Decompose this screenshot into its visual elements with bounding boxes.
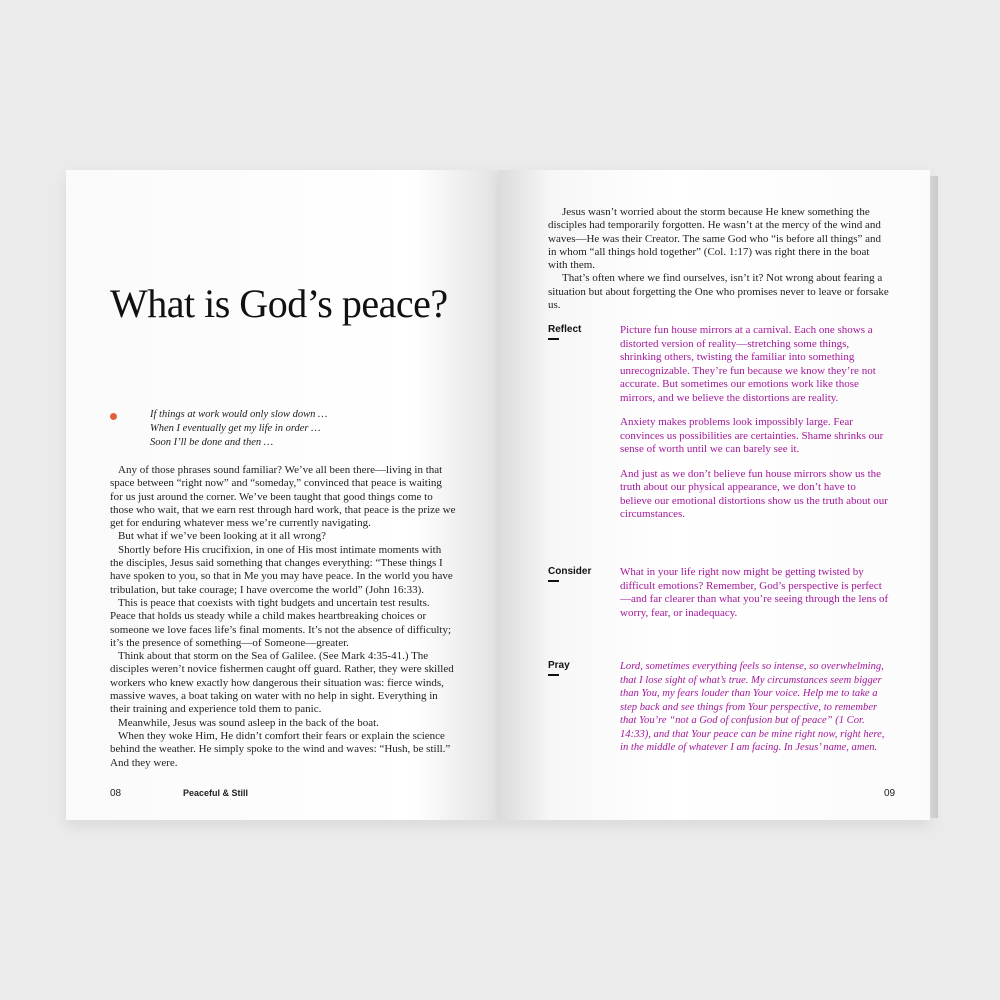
quote-line: If things at work would only slow down … [150, 409, 328, 420]
section-label: Pray [548, 660, 570, 671]
section-label: Reflect [548, 324, 582, 335]
paragraph: Any of those phrases sound familiar? We’ve all been there—living in that space between “right now” and “someday,” convinced that peace is waiting for us just around the corner. We’ve been taught that good things come to those who wait, that we earn rest through hard work, that peace is the prize we get for enduring whatever mess we’re currently navigating. [110, 464, 456, 530]
page-title: What is God’s peace? [110, 281, 448, 326]
page-number: 09 [884, 788, 896, 799]
running-title: Peaceful & Still [183, 788, 249, 798]
paragraph: Think about that storm on the Sea of Galilee. (See Mark 4:35-41.) The disciples weren’t novice fishermen caught off guard. Rather, they were skilled workers who knew exactly how dangerous their situation was: fierce winds, massive waves, a boat taking on water with no help in sight. Everything in their training and experience told them to panic. [110, 650, 454, 716]
left-page [66, 170, 500, 820]
reflect-text [620, 324, 890, 533]
paragraph: That’s often where we find ourselves, isn’t it? Not wrong about fearing a situation but about forgetting the One who promises never to leave or forsake us. [548, 272, 889, 312]
paragraph: Anxiety makes problems look impossibly large. Fear convinces us possibilities are certainties. Shame shrinks our sense of worth until we can barely see it. [620, 416, 884, 455]
paragraph: Jesus wasn’t worried about the storm because He knew something the disciples had temporarily forgotten. He wasn’t at the mercy of the wind and waves—He was their Creator. The same God who “is before all things” and in whom “all things hold together” (Col. 1:17) was right there in the boat with them. [548, 206, 882, 272]
quote-line: When I eventually get my life in order … [150, 423, 321, 434]
body-text [548, 206, 890, 312]
section-dash [548, 338, 559, 340]
section-dash [548, 674, 559, 676]
paragraph: Shortly before His crucifixion, in one of His most intimate moments with the disciples, Jesus said something that changes everything: “These things I have spoken to you, so that in Me you may have peace. In the world you have tribulation, but take courage; I have overcome the world” (John 16:33). [110, 543, 453, 596]
page-edge [930, 176, 938, 818]
paragraph: Meanwhile, Jesus was sound asleep in the back of the boat. [118, 716, 379, 729]
quote-line: Soon I’ll be done and then … [150, 437, 274, 448]
body-text [110, 464, 456, 770]
pull-quote [150, 408, 327, 450]
paragraph: When they woke Him, He didn’t comfort their fears or explain the science behind the weather. He simply spoke to the wind and waves: “Hush, be still.” And they were. [110, 729, 451, 769]
consider-text [620, 566, 890, 631]
paragraph: And just as we don’t believe fun house mirrors show us the truth about our physical appearance, we don’t have to believe our emotional distortions show us the truth about our circumstances. [620, 467, 888, 520]
paragraph: But what if we’ve been looking at it all wrong? [118, 530, 327, 543]
pray-text [620, 660, 890, 766]
open-booklet [66, 170, 938, 830]
section-dash [548, 580, 559, 582]
page-number: 08 [110, 788, 122, 799]
paragraph: This is peace that coexists with tight budgets and uncertain test results. Peace that holds us steady while a child makes heartbreaking choices or someone we love faces life’s final moments. It’s not the absence of difficulty; it’s the presence of something—of Someone—greater. [110, 596, 452, 649]
section-label: Consider [548, 566, 592, 577]
paragraph: Lord, sometimes everything feels so intense, so overwhelming, that I lose sight of what’s true. My circumstances seem bigger than You, my fears louder than Your voice. Help me to take a step back and see things from Your perspective, to remember that You’re “not a God of confusion but of peace” (1 Cor. 14:33), and that Your peace can be mine right now, right here, in the middle of whatever I am facing. In Jesus’ name, amen. [620, 661, 885, 753]
right-page [500, 170, 930, 820]
bullet-dot-icon [110, 413, 117, 420]
paragraph: What in your life right now might be getting twisted by difficult emotions? Remember, God’s perspective is perfect—and far clearer than what you’re seeing through the lens of worry, fear, or inadequacy. [620, 566, 889, 619]
paragraph: Picture fun house mirrors at a carnival. Each one shows a distorted version of reality—stretching some things, shrinking others, twisting the familiar into something unrecognizable. They’re fun because we know they’re not accurate. But sometimes our emotions work like those mirrors, and we believe the distortions are reality. [620, 324, 876, 404]
